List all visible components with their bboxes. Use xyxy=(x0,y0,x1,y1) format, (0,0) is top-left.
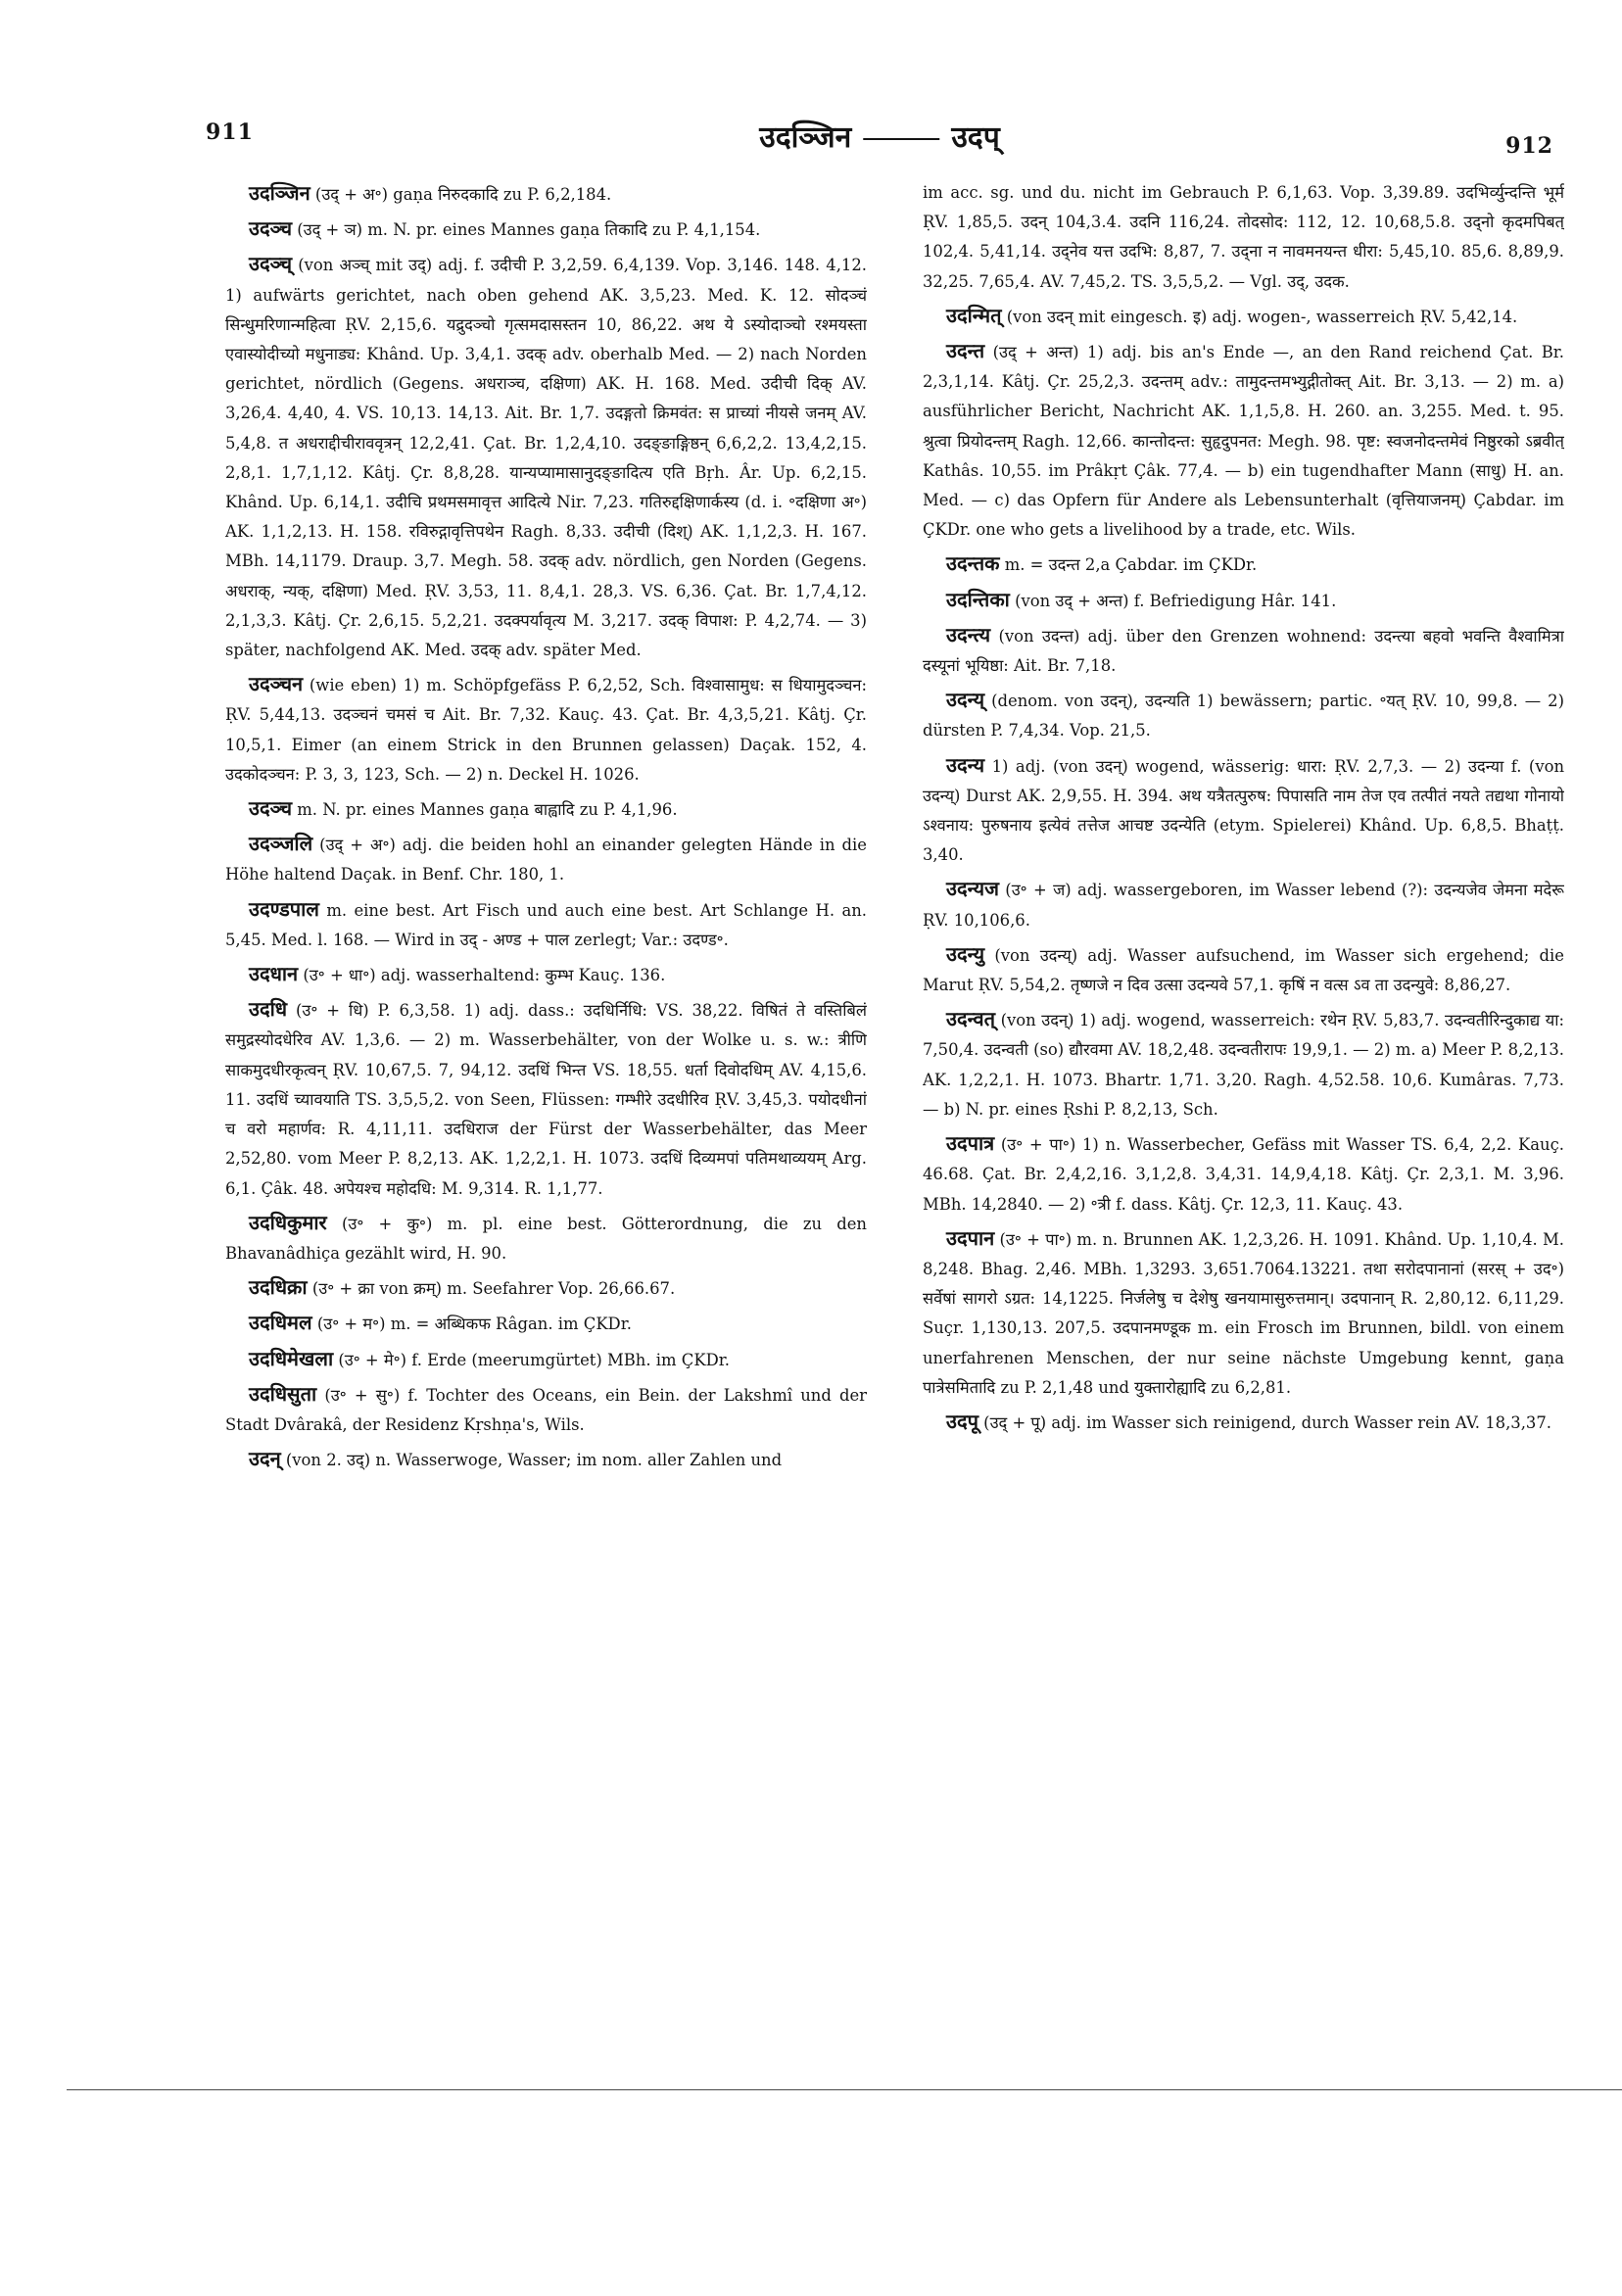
dictionary-entry xyxy=(225,249,867,665)
dictionary-entry xyxy=(225,1208,867,1268)
dictionary-entry xyxy=(225,1344,867,1375)
entry-body: (उ॰ + पा॰) 1) n. Wasserbecher, Gefäss mit Wasser TS. 6,4, 2,2. Kauç. 46.68. Çat. Br. 2,4,2,16. 3,1,2,8. 3,4,31. 14,9,4,18. Kâtj. Çr. 2,3,1. M. 3,96. MBh. 14,2840. — 2) ॰त्री f. dass. Kâtj. Çr. 12,3, 11. Kauç. 43. xyxy=(923,1135,1564,1214)
entry-body: (उ॰ + पा॰) m. n. Brunnen AK. 1,2,3,26. H. 1091. Khând. Up. 1,10,4. M. 8,248. Bhag. 2,46. MBh. 1,3293. 3,651.7064.13221. तथा सरोदपानानां (सरस् + उद॰) सर्वेषां सागरो ऽग्रत: 14,1225. निर्जलेषु च देशेषु खनयामासुरुत्तमान्। उदपानान् R. 2,80,12. 6,11,29. Suçr. 1,130,13. 207,5. उदपानमण्डूक m. ein Frosch im Brunnen, bildl. von einem unerfahrenen Menschen, der nur seine nächste Umgebung kennt, gaṇa पात्रेसमितादि zu P. 2,1,48 und युक्तारोह्यादि zu 6,2,81. xyxy=(923,1229,1564,1397)
left-column xyxy=(225,178,867,2039)
running-head-first-word: उदञ्जिन xyxy=(759,120,852,155)
running-head-last-word: उदप् xyxy=(951,120,1000,155)
dictionary-entry xyxy=(923,549,1564,580)
entry-headword: उदन्मित् xyxy=(946,303,1002,327)
entry-headword: उदन्त xyxy=(946,339,985,363)
entry-headword: उदन्यज xyxy=(946,877,999,901)
entry-headword: उदञ्जिन xyxy=(249,181,310,205)
right-column xyxy=(923,178,1564,2039)
entry-headword: उदञ्च xyxy=(249,796,293,821)
dictionary-entry xyxy=(923,874,1564,934)
entry-headword: उदन्तिका xyxy=(946,587,1010,611)
dictionary-entry xyxy=(225,959,867,990)
entry-headword: उदण्डपाल xyxy=(249,896,319,921)
dictionary-entry xyxy=(923,336,1564,545)
entry-headword: उदधिमल xyxy=(249,1311,312,1335)
entry-headword: उदञ्च् xyxy=(249,252,293,276)
entry-body: m. N. pr. eines Mannes gaṇa बाह्वादि zu P. 4,1,96. xyxy=(297,800,678,820)
dictionary-entry xyxy=(225,214,867,245)
dictionary-columns xyxy=(225,178,1577,2039)
entry-body: (उ॰ + कु॰) m. pl. eine best. Götterordnung, die zu den Bhavanâdhiça gezählt wird, H. 90. xyxy=(225,1214,867,1263)
entry-headword: उदन् xyxy=(249,1447,281,1471)
entry-body: im acc. sg. und du. nicht im Gebrauch P. 6,1,63. Vop. 3,39.89. उदभिर्व्युन्दन्ति भूर्म ṚV. 1,85,5. उदन् 104,3.4. उदनि 116,24. तोदसोद: 112, 12. 10,68,5.8. उद्नो कृदमपिबत् 102,4. 5,41,14. उद्नेव यत्त उदभि: 8,87, 7. उद्ना न नावमनयन्त धीरा: 5,45,10. 85,6. 8,89,9. 32,25. 7,65,4. AV. 7,45,2. TS. 3,5,5,2. — Vgl. उद्, उदक. xyxy=(923,183,1564,291)
entry-body: (उद् + अन्त) 1) adj. bis an's Ende —, an den Rand reichend Çat. Br. 2,3,1,14. Kâtj. Çr. 25,2,3. उदन्तम् adv.: तामुदन्तमभ्युद्गीतोक्त् Ait. Br. 3,13. — 2) m. a) ausführlicher Bericht, Nachricht AK. 1,1,5,8. H. 260. an. 3,255. Med. t. 95. श्रुत्वा प्रियोदन्तम् Ragh. 12,66. कान्तोदन्त: सुहृदुपनत: Megh. 98. पृष्ट: स्वजनोदन्तमेवं निष्ठुरको ऽब्रवीत् Kathâs. 10,55. im Prâkṛt Çâk. 77,4. — b) ein tugendhafter Mann (साधु) H. an. Med. — c) das Opfern für Andere als Lebensunterhalt (वृत्तियाजनम्) Çabdar. im ÇKDr. one who gets a livelihood by a trade, etc. Wils. xyxy=(923,343,1564,540)
dictionary-entry xyxy=(923,685,1564,745)
entry-headword: उदधिक्रा xyxy=(249,1275,308,1300)
entry-headword: उदपात्र xyxy=(946,1131,995,1156)
entry-headword: उदधान xyxy=(249,962,299,986)
dictionary-entry xyxy=(923,750,1564,871)
entry-body: (von उदन्य्) adj. Wasser aufsuchend, im Wasser sich ergehend; die Marut ṚV. 5,54,2. तृष्णजे न दिव उत्सा उदन्यवे 57,1. कृषिं न वत्स ऽव ता उदन्युवे: 8,86,27. xyxy=(923,945,1564,995)
entry-headword: उदञ्चन xyxy=(249,672,304,696)
page-number-right: 912 xyxy=(1505,133,1553,159)
entry-body: (von उदन्त) adj. über den Grenzen wohnend: उदन्त्या बहवो भवन्ति वैश्वामित्रा दस्यूनां भूयिष्ठा: Ait. Br. 7,18. xyxy=(923,626,1564,676)
entry-body: (उ॰ + मे॰) f. Erde (meerumgürtet) MBh. im ÇKDr. xyxy=(338,1350,730,1369)
entry-body: (उद् + अ॰) gaṇa निरुदकादि zu P. 6,2,184. xyxy=(314,185,612,204)
entry-headword: उदधिसुता xyxy=(249,1381,317,1406)
entry-body: (von उदन्) 1) adj. wogend, wasserreich: रथेन ṚV. 5,83,7. उदन्वतीरिन्दुकाद्य या: 7,50,4. उदन्वती (so) द्यौरवमा AV. 18,2,48. उदन्वतीरापः 19,9,1. — 2) m. a) Meer P. 8,2,13. AK. 1,2,2,1. H. 1073. Bhartr. 1,71. 3,20. Ragh. 4,52.58. 10,6. Kumâras. 7,73. — b) N. pr. eines Ṛshi P. 8,2,13, Sch. xyxy=(923,1011,1564,1119)
dictionary-entry xyxy=(225,793,867,825)
entry-body: (denom. von उदन्), उदन्यति 1) bewässern; partic. ॰यत् ṚV. 10, 99,8. — 2) dürsten P. 7,4,34. Vop. 21,5. xyxy=(923,692,1564,741)
page-header xyxy=(206,116,1553,159)
dictionary-entry xyxy=(225,1272,867,1304)
entry-body: (von 2. उद्) n. Wasserwoge, Wasser; im nom. aller Zahlen und xyxy=(285,1451,783,1470)
dictionary-entry xyxy=(225,669,867,789)
dictionary-entry xyxy=(225,994,867,1203)
entry-headword: उदधिकुमार xyxy=(249,1210,327,1234)
entry-headword: उदधि xyxy=(249,997,288,1022)
dictionary-entry xyxy=(923,620,1564,681)
running-head-dash xyxy=(863,138,939,140)
entry-headword: उदन्वत् xyxy=(946,1007,996,1031)
entry-headword: उदञ्जलि xyxy=(249,832,313,856)
entry-body: (उद् + पू) adj. im Wasser sich reinigend, durch Wasser rein AV. 18,3,37. xyxy=(983,1412,1551,1432)
entry-body: m. = उदन्त 2,a Çabdar. im ÇKDr. xyxy=(1004,555,1258,575)
entry-headword: उदन्त्य xyxy=(946,622,991,646)
dictionary-entry xyxy=(225,894,867,955)
dictionary-entry xyxy=(923,1004,1564,1124)
entry-body: (उ॰ + धि) P. 6,3,58. 1) adj. dass.: उदधिर्निधि: VS. 38,22. विषितं ते वस्तिबिलं समुद्रस्योदधेरिव AV. 1,3,6. — 2) m. Wasserbehälter, von der Wolke u. s. w.: त्रीणि साकमुदधीरकृत्वन् ṚV. 10,67,5. 7, 94,12. उदधिं भिन्त VS. 18,55. धर्ता दिवोदधिम् AV. 4,15,6. 11. उदधिं च्यावयाति TS. 3,5,5,2. von Seen, Flüssen: गम्भीरे उदधीरिव ṚV. 3,45,3. पयोदधीनां च वरो महार्णव: R. 4,11,11. उदधिराज der Fürst der Wasserbehälter, das Meer 2,52,80. vom Meer P. 8,2,13. AK. 1,2,2,1. H. 1073. उदधिं दिव्यमपां पतिमथाव्ययम् Arg. 6,1. Çâk. 48. अपेयश्च महोदधि: M. 9,314. R. 1,1,77. xyxy=(225,1001,867,1198)
dictionary-entry xyxy=(923,1128,1564,1220)
entry-headword: उदपू xyxy=(946,1409,978,1433)
entry-headword: उदन्तक xyxy=(946,551,1000,576)
entry-body: 1) adj. (von उदन्) wogend, wässerig: धारा: ṚV. 2,7,3. — 2) उदन्या f. (von उदन्य्) Durst AK. 2,9,55. H. 394. अथ यत्रैतत्पुरुष: पिपासति नाम तेज एव तत्पीतं नयते तद्यथा गोनायो ऽश्वनाय: पुरुषनाय इत्येवं तत्तेज आचष्ट उदन्येति (etym. Spielerei) Khând. Up. 6,8,5. Bhaṭṭ. 3,40. xyxy=(923,756,1564,865)
dictionary-entry xyxy=(923,585,1564,616)
page-number-left: 911 xyxy=(206,120,254,145)
entry-body: (उद् + ञ) m. N. pr. eines Mannes gaṇa तिकादि zu P. 4,1,154. xyxy=(297,220,761,240)
entry-headword: उदन्य् xyxy=(946,688,985,712)
entry-body: (von उदन् mit eingesch. इ) adj. wogen-, wasserreich ṚV. 5,42,14. xyxy=(1006,307,1518,326)
entry-headword: उदन्य xyxy=(946,752,985,777)
entry-body: (wie eben) 1) m. Schöpfgefäss P. 6,2,52, Sch. विश्वासामुध: स धियामुदञ्चन: ṚV. 5,44,13. उदञ्चनं चमसं च Ait. Br. 7,32. Kauç. 43. Çat. Br. 4,3,5,21. Kâtj. Çr. 10,5,1. Eimer (an einem Strick in den Brunnen gelassen) Daçak. 152, 4. उदकोदञ्चन: P. 3, 3, 123, Sch. — 2) n. Deckel H. 1026. xyxy=(225,676,867,784)
entry-body: m. eine best. Art Fisch und auch eine best. Art Schlange H. an. 5,45. Med. l. 168. — Wird in उद् - अण्ड + पाल zerlegt; Var.: उदण्ड॰. xyxy=(225,900,867,949)
dictionary-entry xyxy=(923,1223,1564,1403)
dictionary-entry xyxy=(923,301,1564,332)
dictionary-entry xyxy=(225,1444,867,1475)
entry-body: (von उद् + अन्त) f. Befriedigung Hâr. 141. xyxy=(1015,591,1337,610)
dictionary-entry xyxy=(225,1379,867,1440)
dictionary-entry xyxy=(923,1407,1564,1438)
entry-headword: उदन्यु xyxy=(946,941,985,966)
entry-body: (उ॰ + ज) adj. wassergeboren, im Wasser lebend (?): उदन्यजेव जेमना मदेरू ṚV. 10,106,6. xyxy=(923,881,1564,930)
entry-body: (उ॰ + धा॰) adj. wasserhaltend: कुम्भ Kauç. 136. xyxy=(303,966,666,985)
entry-body: (उ॰ + सु॰) f. Tochter des Oceans, ein Bein. der Lakshmî und der Stadt Dvârakâ, der Residenz Kṛshṇa's, Wils. xyxy=(225,1385,867,1434)
dictionary-entry xyxy=(923,939,1564,1000)
entry-headword: उदञ्च xyxy=(249,216,293,241)
dictionary-entry xyxy=(923,178,1564,297)
entry-body: (उद् + अ॰) adj. die beiden hohl an einander gelegten Hände in die Höhe haltend Daçak. in Benf. Chr. 180, 1. xyxy=(225,836,867,885)
dictionary-entry xyxy=(225,1308,867,1339)
dictionary-entry xyxy=(225,829,867,889)
entry-body: (उ॰ + म॰) m. = अब्धिकफ Râgan. im ÇKDr. xyxy=(316,1315,632,1334)
dictionary-entry xyxy=(225,178,867,210)
running-head xyxy=(759,116,999,156)
page-bottom-rule xyxy=(67,2089,1622,2090)
entry-headword: उदपान xyxy=(946,1225,995,1250)
entry-body: (von अञ्च् mit उद्) adj. f. उदीची P. 3,2,59. 6,4,139. Vop. 3,146. 148. 4,12. 1) aufwärts gerichtet, nach oben gehend AK. 3,5,23. Med. K. 12. सोदञ्चं सिन्धुमरिणान्महित्वा ṚV. 2,15,6. यद्रुदञ्चो गृत्समदासस्तन 10, 86,22. अथ ये ऽस्योदाञ्चो रश्मयस्ता एवास्योदीच्यो मधुनाड्य: Khând. Up. 3,4,1. उदक् adv. oberhalb Med. — 2) nach Norden gerichtet, nördlich (Gegens. अधराञ्च, दक्षिणा) AK. H. 168. Med. उदीची दिक् AV. 3,26,4. 4,40, 4. VS. 10,13. 14,13. Ait. Br. 1,7. उदङ्गतो क्रिमवंत: स प्राच्यां नीयसे जनम् AV. 5,4,8. त अधराद्दीचीराववृत्रन् 12,2,41. Çat. Br. 1,2,4,10. उदङ्ङाङ्गिष्ठन् 6,6,2,2. 13,4,2,15. 2,8,1. 1,7,1,12. Kâtj. Çr. 8,8,28. यान्यप्यामासानुदङ्ङादित्य एति Bṛh. Âr. Up. 6,2,15. Khând. Up. 6,14,1. उदीचि प्रथमसमावृत्त आदित्ये Nir. 7,23. गतिरुद्दक्षिणार्कस्य (d. i. ॰दक्षिणा अ॰) AK. 1,1,2,13. H. 158. रविरुद्गावृत्तिपथेन Ragh. 8,33. उदीची (दिश्) AK. 1,1,2,3. H. 167. MBh. 14,1179. Draup. 3,7. Megh. 58. उदक् adv. nördlich, gen Norden (Gegens. अधराक्, न्यक्, दक्षिणा) Med. ṚV. 3,53, 11. 8,4,1. 28,3. VS. 6,36. Çat. Br. 1,7,4,12. 2,1,3,3. Kâtj. Çr. 2,6,15. 5,2,21. उदक्पर्यावृत्य M. 3,217. उदक् विपाश: P. 4,2,74. — 3) später, nachfolgend AK. Med. उदक् adv. später Med. xyxy=(225,256,867,660)
entry-body: (उ॰ + क्रा von क्रम्) m. Seefahrer Vop. 26,66.67. xyxy=(311,1279,676,1299)
entry-headword: उदधिमेखला xyxy=(249,1346,334,1370)
